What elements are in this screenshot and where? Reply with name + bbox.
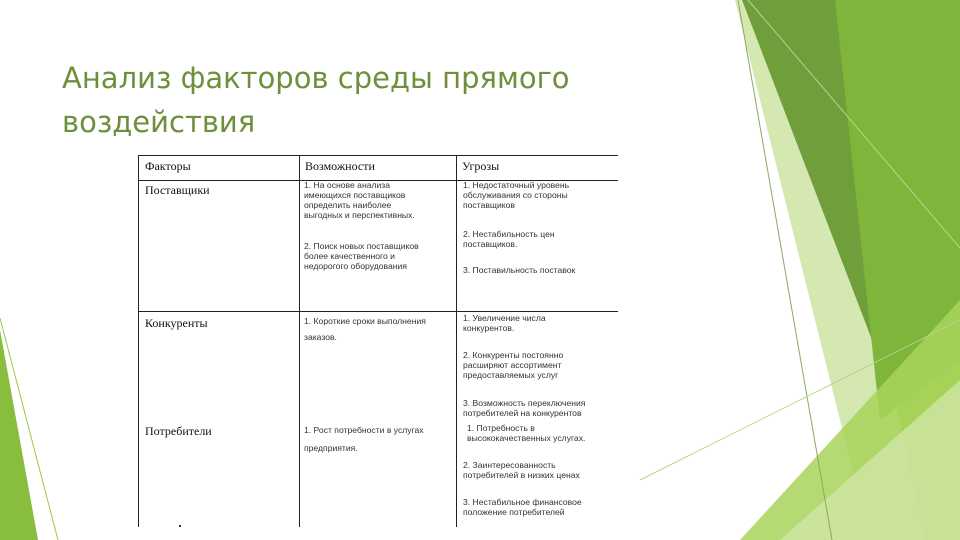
header-opportunities: Возможности (305, 159, 375, 173)
threat-text: 1. Недостаточный уровень обслуживания со стороны поставщиков (463, 180, 570, 210)
header-factors: Факторы (145, 159, 191, 173)
row-divider-1 (138, 311, 618, 312)
slide-title-line-2: воздействия (62, 105, 256, 139)
slide-title-line-1: Анализ факторов среды прямого (62, 61, 570, 95)
header-threats: Угрозы (462, 159, 500, 173)
opportunity-text: 2. Поиск новых поставщиков более качественного и недорогого оборудования (304, 241, 419, 271)
column-divider-1 (299, 155, 300, 527)
threat-text: 2. Конкуренты постоянно расширяют ассортимент предоставляемых услуг (463, 350, 564, 380)
factor-consumers: Потребители (145, 424, 212, 438)
factors-table (137, 153, 618, 527)
factor-competitors: Конкуренты (145, 316, 208, 330)
threat-text: 1. Потребность в высококачественных услугах. (467, 423, 586, 443)
threat-text: 3. Поставильность поставок (463, 265, 576, 275)
threat-text: 3. Нестабильное финансовое положение потребителей (463, 497, 582, 517)
threat-text: 2. Заинтересованность потребителей в низких ценах (463, 460, 580, 480)
factor-suppliers: Поставщики (145, 183, 210, 197)
scan-artifact-dot (179, 525, 181, 527)
threat-text: 3. Возможность переключения потребителей на конкурентов (463, 398, 586, 418)
opportunity-text: 1. Рост потребности в услугах предприятия. (304, 425, 424, 453)
threat-text: 2. Нестабильность цен поставщиков. (463, 229, 555, 249)
opportunity-text: 1. На основе анализа имеющихся поставщиков определить наиболее выгодных и перспективных. (304, 180, 415, 220)
column-divider-2 (456, 155, 457, 527)
slide-title (62, 56, 702, 144)
table-left-border (138, 155, 139, 527)
threat-text: 1. Увеличение числа конкурентов. (463, 313, 546, 333)
left-accent-triangle (0, 330, 38, 540)
table-top-border (138, 155, 618, 156)
opportunity-text: 1. Короткие сроки выполнения заказов. (304, 316, 426, 342)
